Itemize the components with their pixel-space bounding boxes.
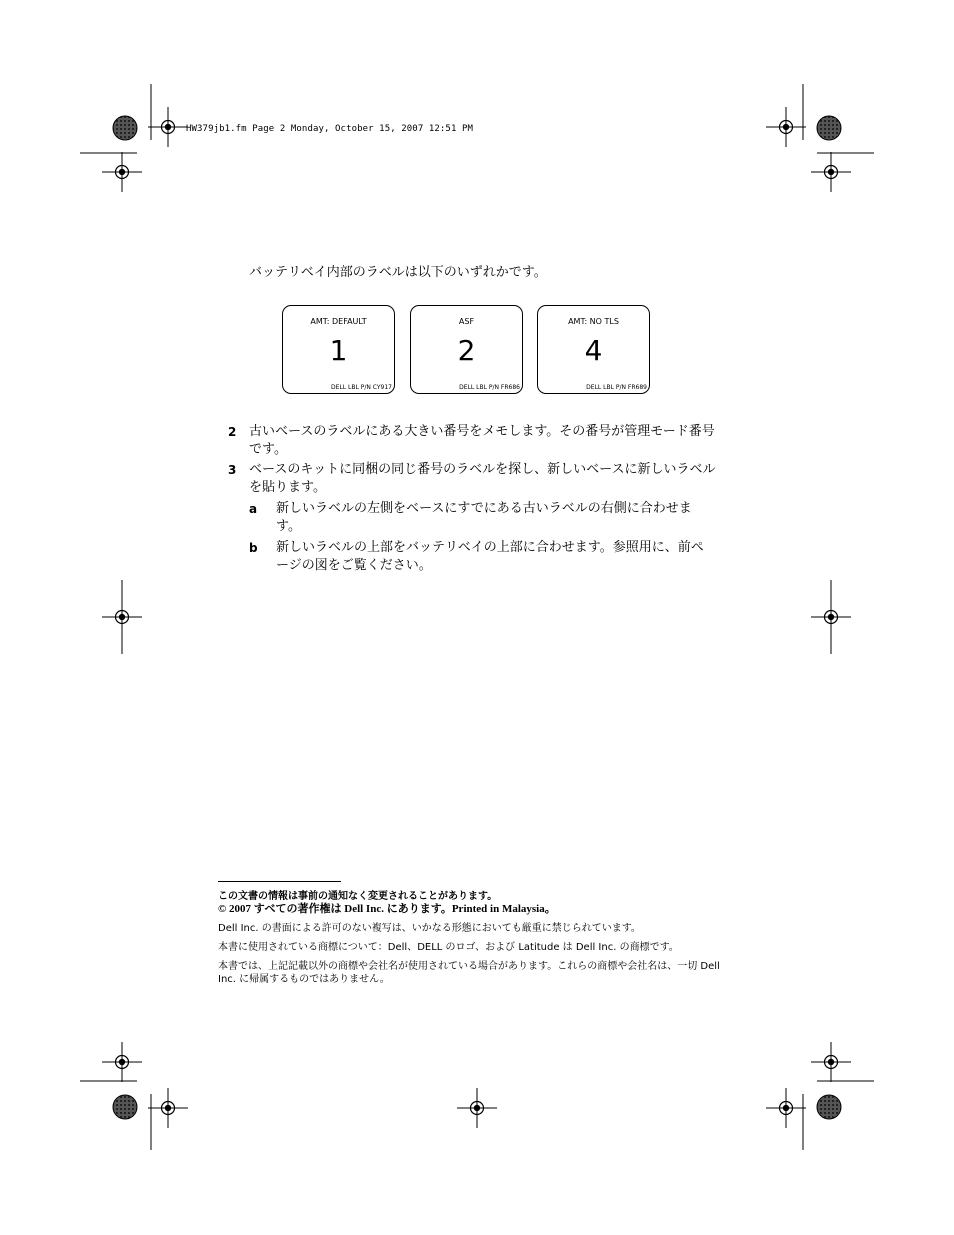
label-number: 1: [329, 334, 348, 367]
header-date: Monday, October 15, 2007: [290, 124, 424, 134]
label-top-text: AMT: DEFAULT: [310, 317, 367, 326]
label-number: 4: [584, 334, 603, 367]
substep-letter: b: [249, 541, 258, 555]
step-number: 2: [228, 425, 237, 439]
footer-paragraph-1: Dell Inc. の書面による許可のない複写は、いかなる形態においても厳重に禁じられています。: [218, 923, 641, 934]
footer-paragraph-2: 本書に使用されている商標について：Dell、DELL のロゴ、および Latitude は Dell Inc. の商標です。: [218, 942, 679, 953]
label-card-4: [537, 305, 650, 394]
label-top-text: AMT: NO TLS: [568, 317, 619, 326]
header-filename: HW379jb1.fm: [186, 124, 247, 134]
step-number: 3: [228, 463, 237, 477]
label-top-text: ASF: [458, 317, 475, 326]
label-part-number: DELL LBL P/N FR686: [459, 384, 520, 391]
header-time: 12:51 PM: [428, 124, 474, 134]
label-number: 2: [457, 334, 476, 367]
footer-paragraph-3: 本書では、上記記載以外の商標や会社名が使用されている場合があります。これらの商標や会社名は、一切 Dell Inc. に帰属するものではありません。: [218, 961, 720, 985]
substep-text: 新しいラベルの上部をバッテリベイの上部に合わせます。参照用に、前ページの図をご覧ください。: [276, 540, 704, 573]
footer-notice: この文書の情報は事前の通知なく変更されることがあります。: [218, 891, 498, 902]
intro-text: バッテリベイ内部のラベルは以下のいずれかです。: [249, 265, 547, 280]
footer-copyright: © 2007 すべての著作権は Dell Inc. にあります。Printed in Malaysia。: [218, 903, 556, 915]
file-header: [186, 124, 473, 134]
step-text: ベースのキットに同梱の同じ番号のラベルを探し、新しいベースに新しいラベルを貼ります。: [249, 462, 716, 495]
substep-letter: a: [249, 502, 258, 516]
header-page: Page 2: [252, 124, 286, 134]
label-part-number: DELL LBL P/N FR689: [586, 384, 647, 391]
label-card-1: [282, 305, 395, 394]
label-card-2: [410, 305, 523, 394]
step-text: 古いベースのラベルにある大きい番号をメモします。その番号が管理モード番号です。: [249, 424, 715, 457]
substep-text: 新しいラベルの左側をベースにすでにある古いラベルの右側に合わせます。: [276, 501, 692, 534]
footer-rule: [218, 881, 341, 882]
label-part-number: DELL LBL P/N CY917: [331, 384, 392, 391]
